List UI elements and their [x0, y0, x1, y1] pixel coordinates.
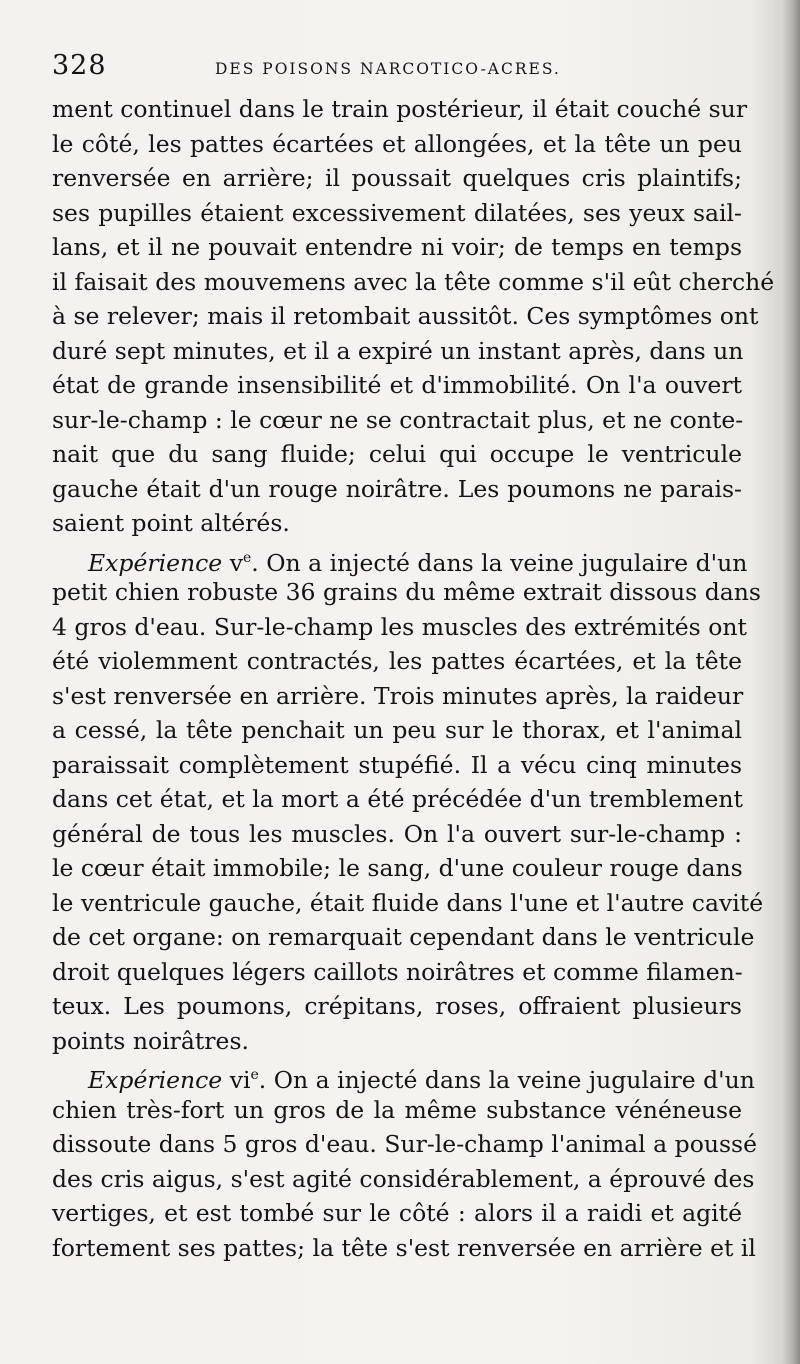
- experience-6-heading-line: [52, 1058, 755, 1094]
- text-line: à se relever; mais il retombait aussitôt. Ces symptômes ont: [52, 302, 759, 330]
- text-line: il faisait des mouvemens avec la tête comme s'il eût cherché: [52, 267, 775, 296]
- text-line: gauche était d'un rouge noirâtre. Les poumons ne parais-: [52, 474, 742, 503]
- text-line: teux. Les poumons, crépitans, roses, offraient plusieurs: [52, 992, 742, 1020]
- text-line: été violemment contractés, les pattes écartées, et la tête: [52, 647, 742, 675]
- text-line: général de tous les muscles. On l'a ouvert sur-le-champ :: [52, 819, 742, 848]
- experience-5-superscript: e: [242, 549, 252, 566]
- text-line: état de grande insensibilité et d'immobilité. On l'a ouvert: [52, 371, 742, 399]
- text-line: lans, et il ne pouvait entendre ni voir; de temps en temps: [52, 233, 742, 261]
- experience-5-label: Expérience: [88, 548, 223, 577]
- experience-5-heading-line: [52, 541, 748, 577]
- body-text: [52, 92, 775, 1265]
- text-line: dans cet état, et la mort a été précédée d'un tremblement: [52, 785, 743, 813]
- text-line: nait que du sang fluide; celui qui occupe le ventricule: [52, 440, 742, 468]
- text-line: chien très-fort un gros de la même substance vénéneuse: [52, 1095, 742, 1124]
- experience-5-numeral: v: [229, 548, 243, 577]
- text-line: de cet organe: on remarquait cependant dans le ventricule: [52, 923, 755, 951]
- experience-6-superscript: e: [250, 1067, 259, 1083]
- text-line: saient point altérés.: [52, 509, 290, 537]
- text-line: petit chien robuste 36 grains du même extrait dissous dans: [52, 578, 761, 606]
- page-number: 328: [52, 50, 107, 81]
- text-line: a cessé, la tête penchait un peu sur le thorax, et l'animal: [52, 716, 742, 744]
- text-line: duré sept minutes, et il a expiré un instant après, dans un: [52, 336, 744, 365]
- experience-6-first-line: . On a injecté dans la veine jugulaire d'un: [258, 1066, 755, 1094]
- experience-5-first-line: . On a injecté dans la veine jugulaire d'un: [251, 548, 748, 577]
- experience-6-numeral: vi: [229, 1066, 251, 1094]
- experience-6-label: Expérience: [88, 1066, 223, 1094]
- text-line: des cris aigus, s'est agité considérablement, a éprouvé des: [52, 1164, 755, 1193]
- text-line: paraissait complètement stupéfié. Il a vécu cinq minutes: [52, 750, 742, 779]
- text-line: sur-le-champ : le cœur ne se contractait plus, et ne conte-: [52, 405, 744, 434]
- page-gutter-shadow: [782, 0, 800, 1364]
- text-line: points noirâtres.: [52, 1026, 249, 1055]
- text-line: fortement ses pattes; la tête s'est renversée en arrière et il: [52, 1233, 756, 1262]
- text-line: le cœur était immobile; le sang, d'une couleur rouge dans: [52, 854, 743, 882]
- text-line: dissoute dans 5 gros d'eau. Sur-le-champ l'animal a poussé: [52, 1130, 757, 1158]
- text-line: ses pupilles étaient excessivement dilatées, ses yeux sail-: [52, 198, 742, 227]
- text-line: ment continuel dans le train postérieur, il était couché sur: [52, 95, 748, 123]
- text-line: s'est renversée en arrière. Trois minutes après, la raideur: [52, 681, 744, 710]
- text-line: renversée en arrière; il poussait quelques cris plaintifs;: [52, 164, 742, 192]
- text-line: vertiges, et est tombé sur le côté : alors il a raidi et agité: [52, 1199, 742, 1227]
- text-line: 4 gros d'eau. Sur-le-champ les muscles des extrémités ont: [52, 612, 747, 641]
- text-line: le côté, les pattes écartées et allongées, et la tête un peu: [52, 129, 742, 158]
- page-header: [52, 50, 752, 90]
- text-line: le ventricule gauche, était fluide dans l'une et l'autre cavité: [52, 888, 764, 917]
- text-line: droit quelques légers caillots noirâtres et comme filamen-: [52, 957, 743, 986]
- running-head: DES POISONS NARCOTICO-ACRES.: [215, 60, 561, 78]
